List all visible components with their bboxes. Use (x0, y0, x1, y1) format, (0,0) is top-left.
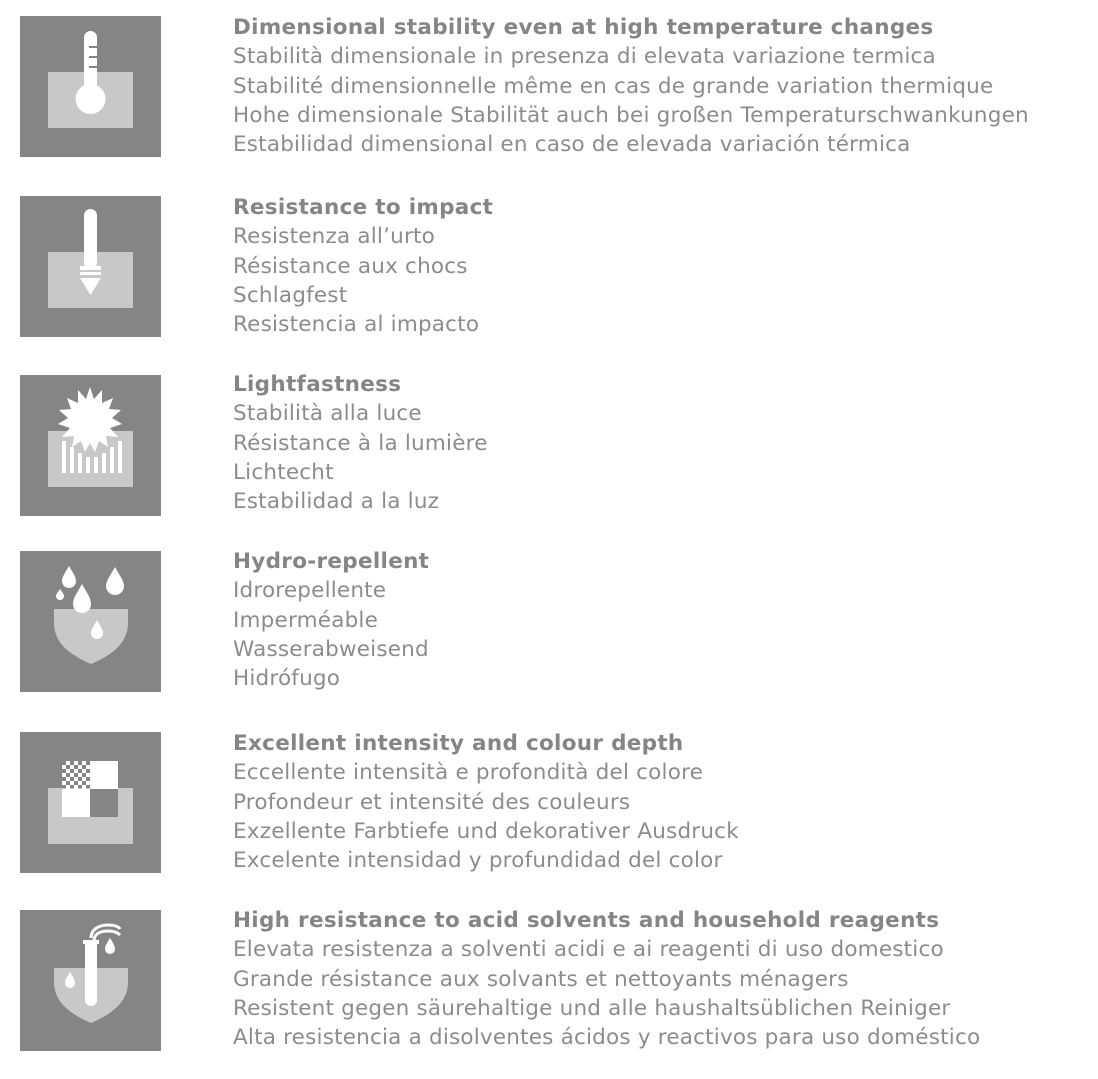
translation-de: Exzellente Farbtiefe und dekorativer Ausdruck (233, 818, 739, 844)
translation-es: Estabilidad dimensional en caso de elevada variación térmica (233, 132, 911, 158)
feature-title: Dimensional stability even at high temperature changes (233, 15, 934, 40)
feature-text (233, 906, 1093, 1052)
translation-es: Excelente intensidad y profundidad del color (233, 848, 723, 874)
translation-fr: Imperméable (233, 607, 379, 633)
feature-impact-resistance (0, 196, 1098, 338)
translation-fr: Stabilité dimensionnelle même en cas de grande variation thermique (233, 73, 994, 99)
feature-text (233, 193, 1093, 339)
feature-lightfastness (0, 372, 1098, 517)
translation-it: Idrorepellente (233, 578, 387, 604)
feature-title: Lightfastness (233, 372, 402, 397)
feature-title: High resistance to acid solvents and household reagents (233, 908, 940, 933)
feature-title: Hydro-repellent (233, 549, 430, 574)
feature-title: Excellent intensity and colour depth (233, 731, 684, 756)
impact-icon (20, 196, 161, 337)
feature-text (233, 370, 1093, 516)
translation-de: Hohe dimensionale Stabilität auch bei großen Temperaturschwankungen (233, 102, 1029, 128)
thermometer-icon (20, 16, 161, 157)
translation-it: Eccellente intensità e profondità del colore (233, 760, 704, 786)
translation-it: Stabilità alla luce (233, 401, 422, 427)
feature-hydro-repellent (0, 551, 1098, 693)
translation-it: Resistenza all’urto (233, 224, 435, 250)
translation-it: Stabilità dimensionale in presenza di elevata variazione termica (233, 44, 936, 70)
translation-fr: Grande résistance aux solvants et nettoyants ménagers (233, 966, 849, 992)
feature-text (233, 729, 1093, 875)
feature-dimensional-stability (0, 16, 1098, 158)
translation-es: Alta resistencia a disolventes ácidos y reactivos para uso doméstico (233, 1025, 981, 1051)
translation-it: Elevata resistenza a solventi acidi e ai reagenti di uso domestico (233, 937, 944, 963)
feature-text (233, 547, 1093, 693)
translation-es: Hidrófugo (233, 666, 341, 692)
translation-fr: Résistance aux chocs (233, 253, 468, 279)
feature-text (233, 13, 1093, 159)
translation-es: Estabilidad a la luz (233, 489, 440, 515)
translation-de: Resistent gegen säurehaltige und alle haushaltsüblichen Reiniger (233, 995, 951, 1021)
translation-es: Resistencia al impacto (233, 312, 480, 338)
test-tube-icon (20, 910, 161, 1051)
translation-de: Schlagfest (233, 282, 348, 308)
translation-de: Lichtecht (233, 459, 334, 485)
feature-title: Resistance to impact (233, 195, 494, 220)
feature-colour-depth (0, 732, 1098, 874)
translation-fr: Résistance à la lumière (233, 430, 488, 456)
translation-de: Wasserabweisend (233, 636, 429, 662)
translation-fr: Profondeur et intensité des couleurs (233, 789, 631, 815)
sun-icon (20, 375, 161, 516)
color-pattern-icon (20, 732, 161, 873)
water-drops-icon (20, 551, 161, 692)
feature-acid-resistance (0, 910, 1098, 1052)
